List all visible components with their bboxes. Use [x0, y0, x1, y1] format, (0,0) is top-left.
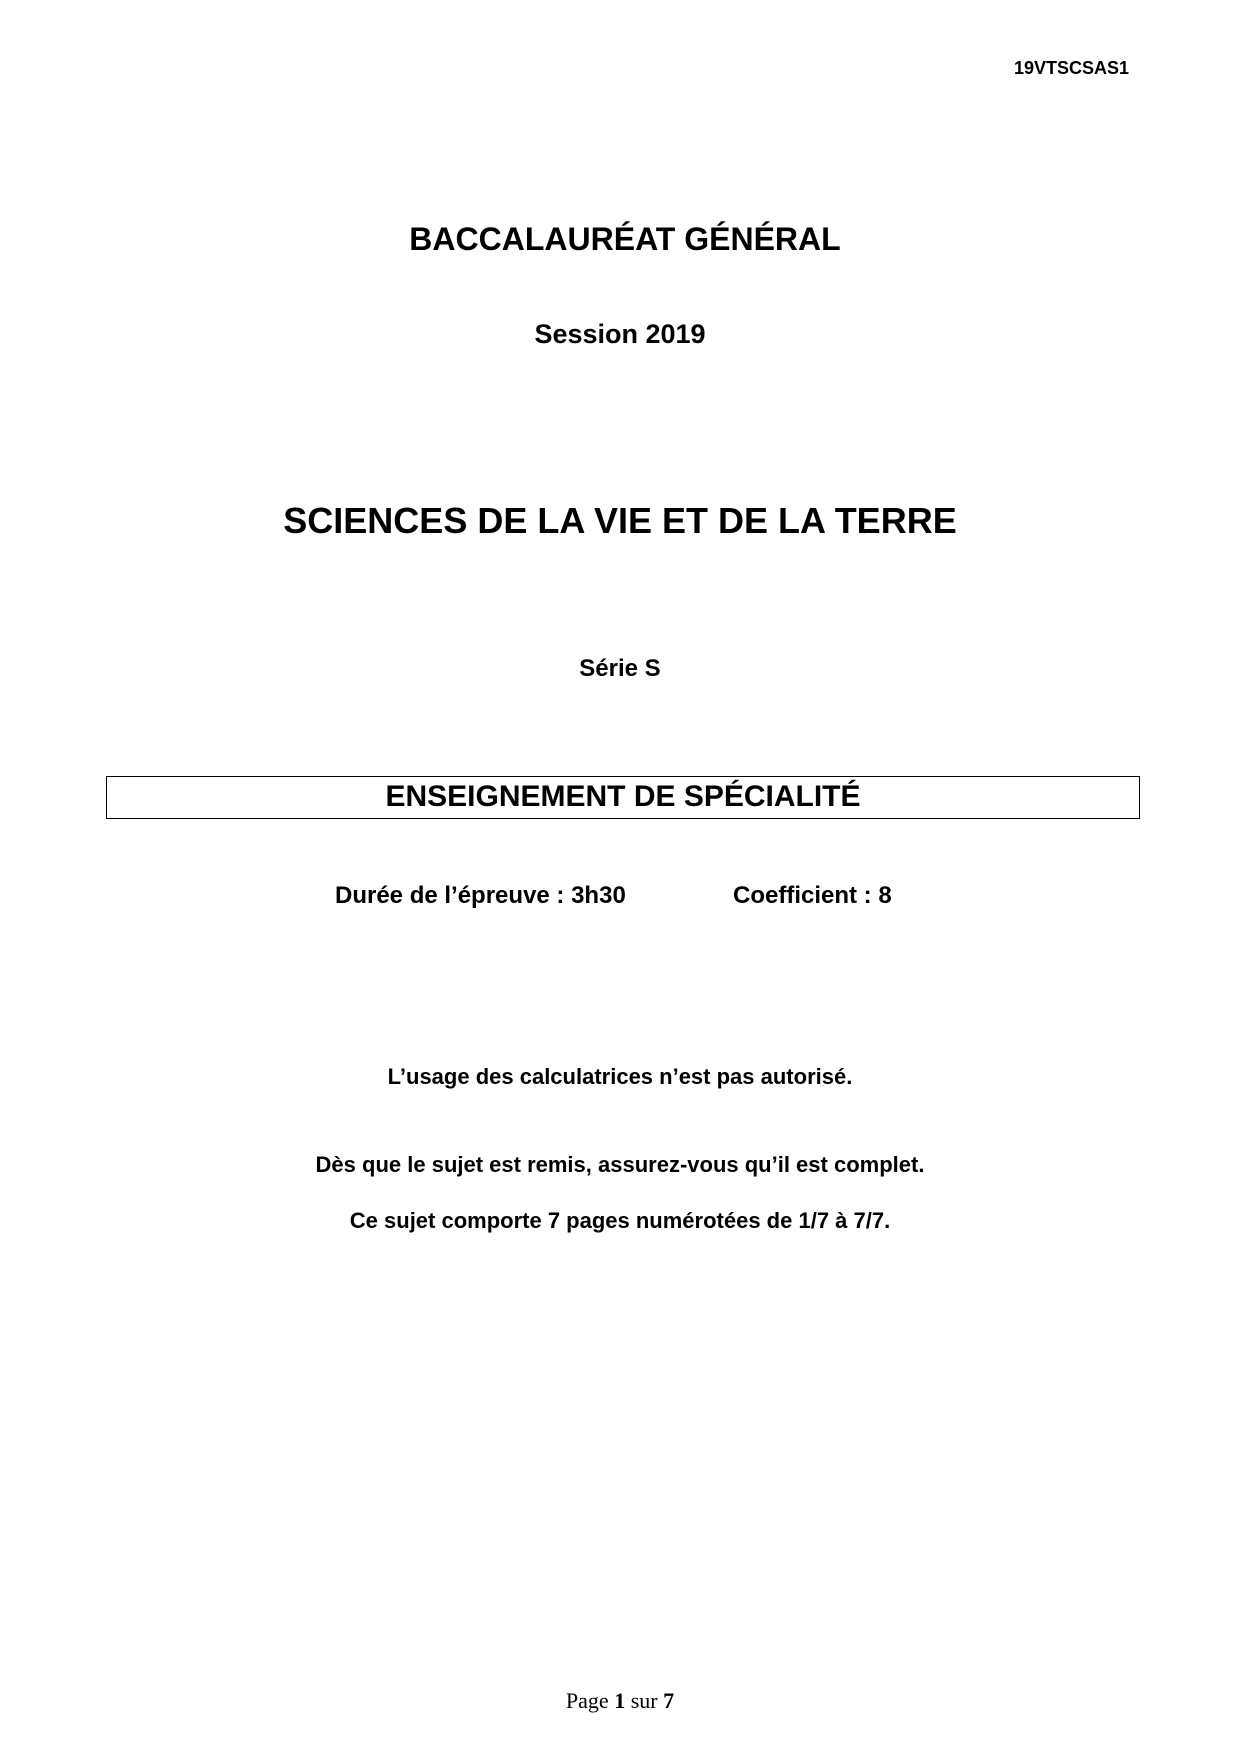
series-label: Série S: [579, 655, 661, 682]
exam-coefficient: Coefficient : 8: [733, 882, 892, 909]
session-label: Session 2019: [534, 319, 706, 349]
calculator-notice: L’usage des calculatrices n’est pas autorisé.: [387, 1064, 853, 1089]
exam-title: BACCALAURÉAT GÉNÉRAL: [409, 221, 841, 257]
completeness-notice: Dès que le sujet est remis, assurez-vous qu’il est complet.: [315, 1152, 925, 1177]
footer-current-page: 1: [614, 1688, 626, 1713]
page-footer: [0, 1688, 1240, 1714]
exam-duration: Durée de l’épreuve : 3h30: [335, 882, 626, 909]
specialty-box: [106, 776, 1140, 819]
footer-of-word: sur: [630, 1688, 658, 1713]
specialty-label: ENSEIGNEMENT DE SPÉCIALITÉ: [385, 780, 861, 813]
footer-total-pages: 7: [663, 1688, 675, 1713]
page-count-notice: Ce sujet comporte 7 pages numérotées de 1/7 à 7/7.: [349, 1208, 891, 1233]
subject-title: SCIENCES DE LA VIE ET DE LA TERRE: [283, 500, 957, 541]
footer-page-word: Page: [565, 1688, 609, 1713]
document-code: 19VTSCSAS1: [1013, 58, 1129, 78]
